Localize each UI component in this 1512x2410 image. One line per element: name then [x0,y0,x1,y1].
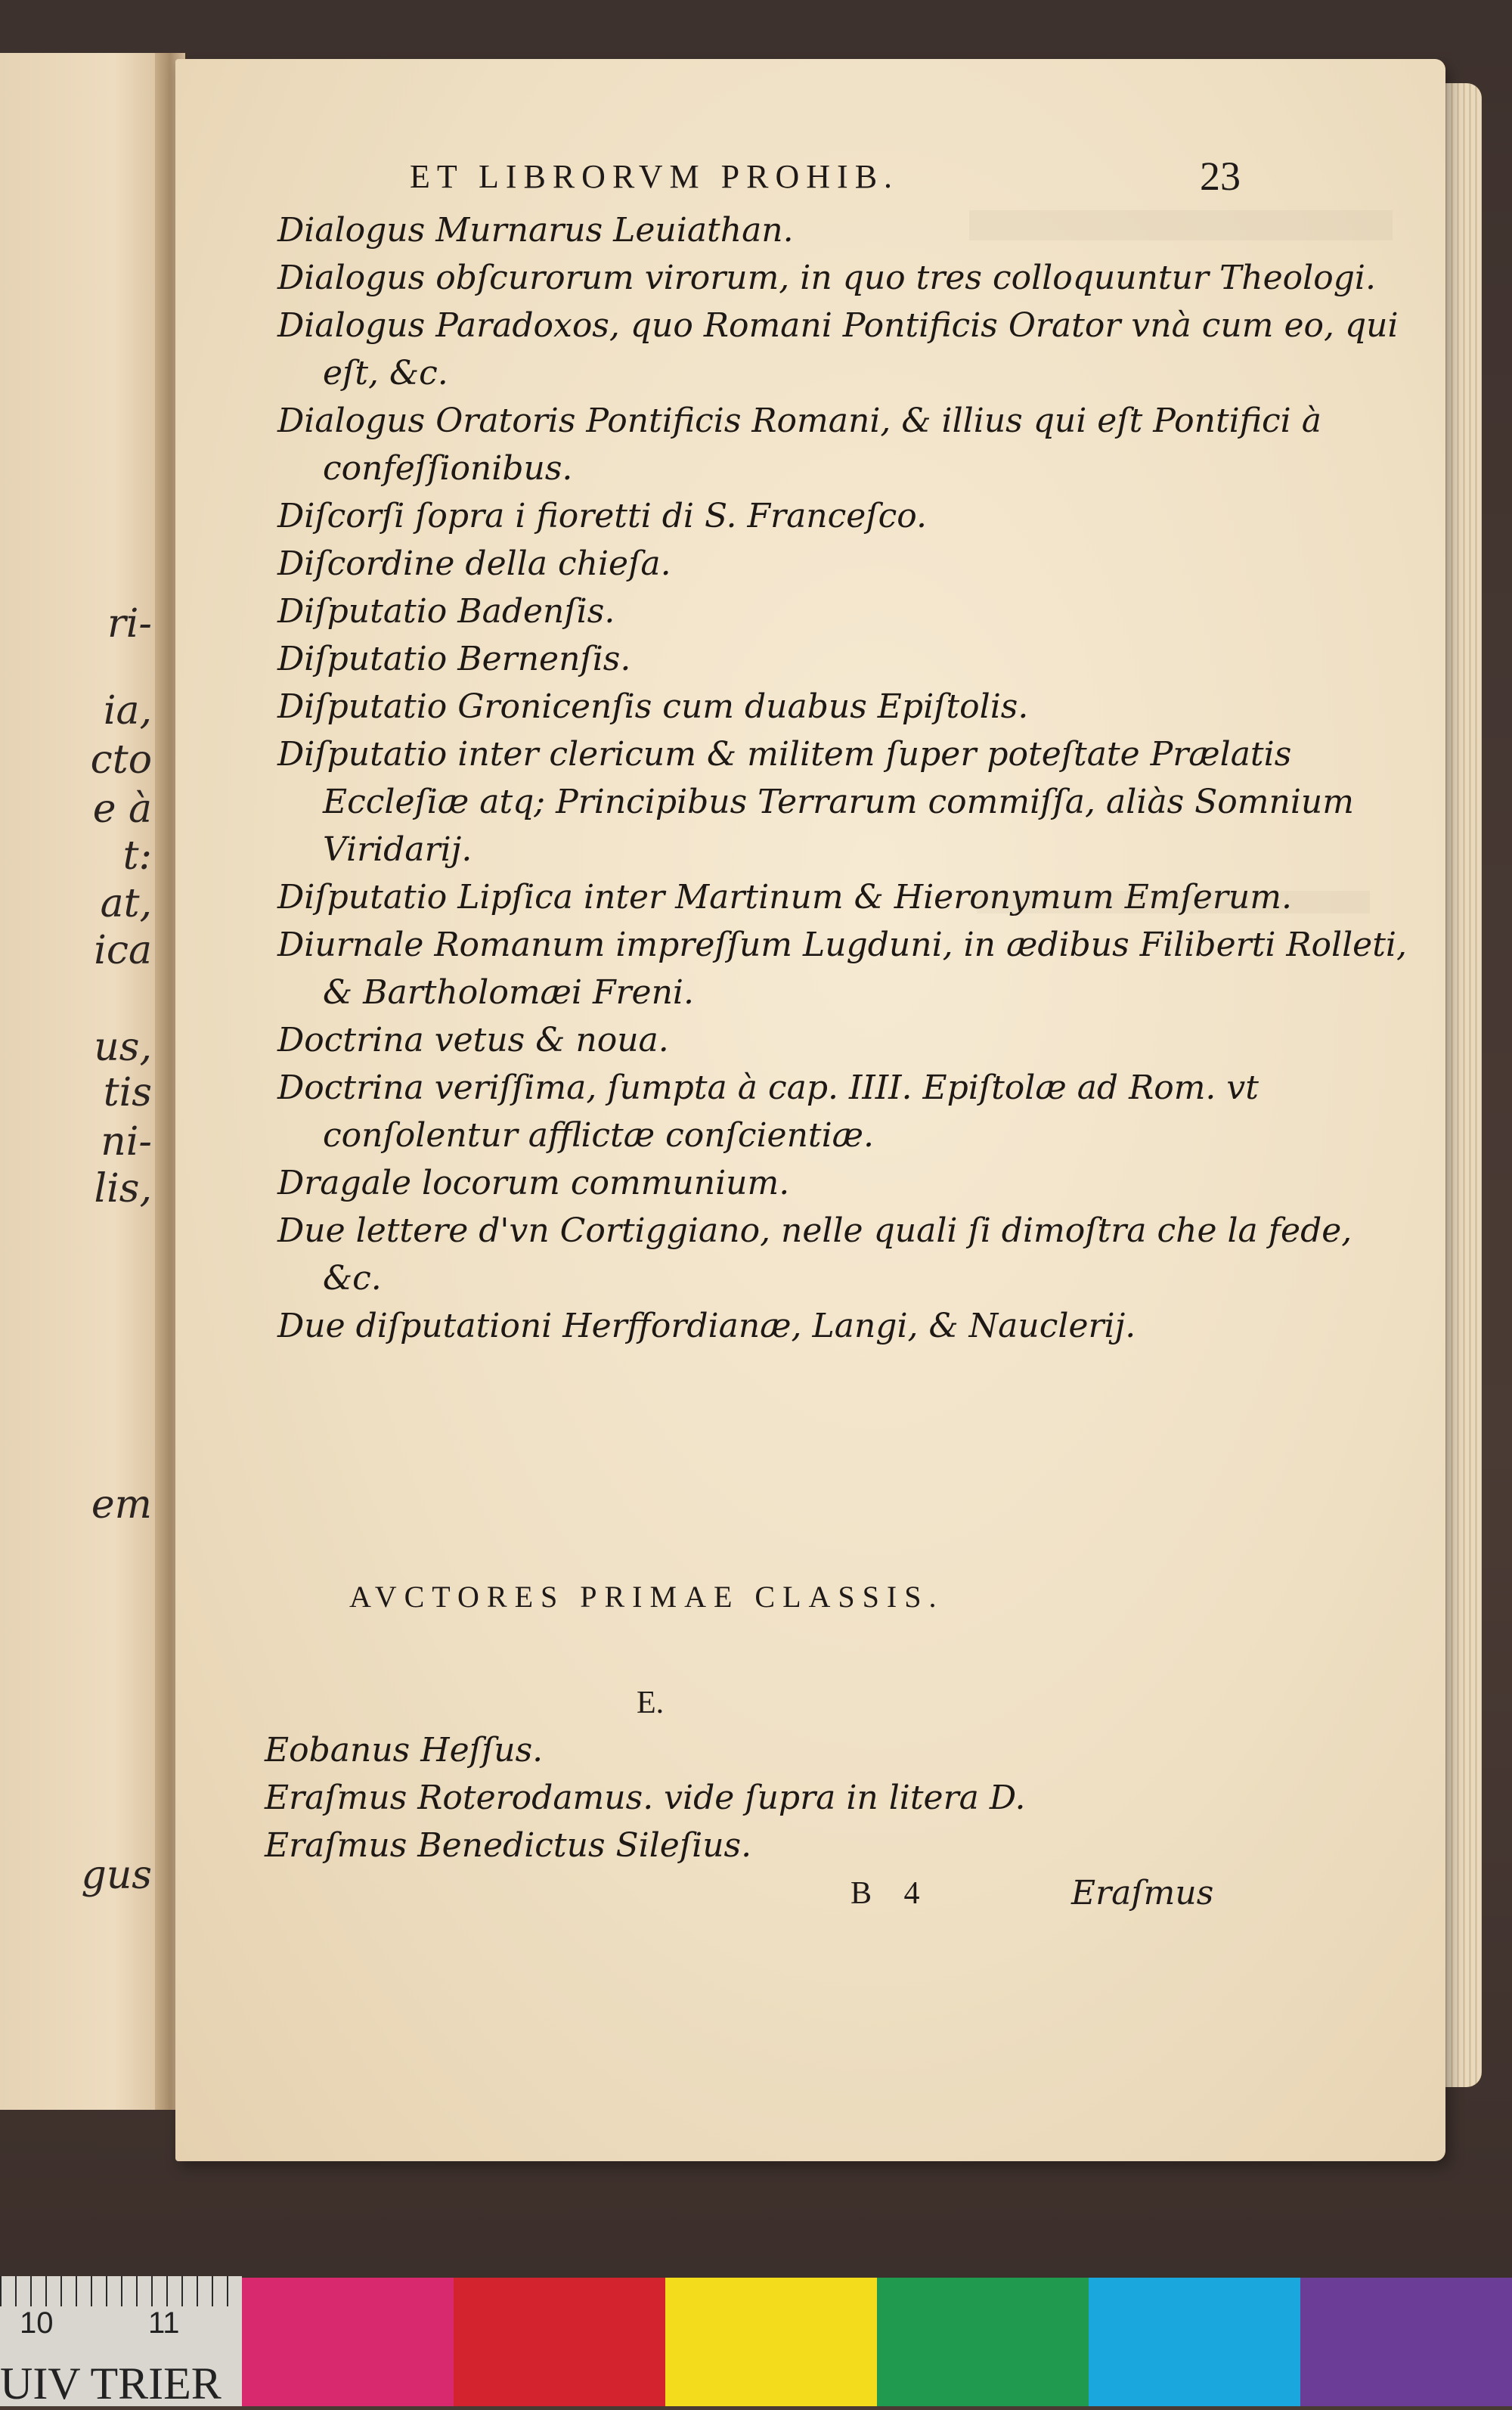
list-item: Dialogus obſcurorum virorum, in quo tres colloquuntur Theologi. [277,259,1376,297]
list-item: Eraſmus Roterodamus. vide ſupra in litera D. [265,1779,1026,1817]
margin-fragment: t: [122,833,152,879]
catchword: Eraſmus [1071,1874,1214,1912]
ruler-ticks [0,2276,242,2306]
list-item: Diurnale Romanum impreſſum Lugduni, in ædibus Filiberti Rolleti, & Bartholomæi Freni. [277,926,1407,1012]
running-head: ET LIBRORVM PROHIB. [410,158,900,195]
margin-fragment: gus [81,1853,152,1898]
page-number: 23 [1200,154,1241,199]
list-item: Dialogus Paradoxos, quo Romani Pontificis Orator vnà cum eo, qui eſt, &c. [277,306,1399,392]
margin-fragment: us, [94,1025,152,1070]
list-item: Due diſputationi Herffordianæ, Langi, & Nauclerij. [277,1307,1136,1345]
ruler-number: 10 [20,2306,54,2340]
list-item: Diſputatio inter clericum & militem ſuper poteſtate Prælatis Eccleſiæ atq; Principibus Terrarum commiſſa, aliàs Somnium Viridarij. [277,735,1354,869]
list-item: Diſcordine della chieſa. [277,544,671,583]
color-swatch [454,2278,665,2406]
verso-page-edge [0,53,163,2110]
section-heading: AVCTORES PRIMAE CLASSIS. [349,1580,944,1614]
margin-fragment: ri- [107,601,152,647]
margin-fragment: cto [90,737,152,783]
color-swatch [1300,2278,1512,2406]
margin-fragment: ia, [103,688,152,734]
margin-fragment: ica [94,928,152,973]
list-item: Diſputatio Gronicenſis cum duabus Epiſtolis. [277,687,1029,726]
color-chart [242,2278,1512,2406]
ruler-number: 11 [148,2306,180,2340]
list-item: Doctrina vetus & noua. [277,1021,669,1059]
color-swatch [877,2278,1089,2406]
list-item: Eobanus Heſſus. [265,1731,544,1770]
color-swatch [242,2278,454,2406]
scale-ruler [0,2276,242,2406]
list-item: Diſcorſi ſopra i fioretti di S. Franceſco. [277,497,927,535]
list-item: Dialogus Murnarus Leuiathan. [277,211,794,250]
list-item: Diſputatio Bernenſis. [277,640,631,678]
margin-fragment: tis [103,1070,152,1115]
list-item: Doctrina veriſſima, ſumpta à cap. IIII. Epiſtolæ ad Rom. vt conſolentur afflictæ conſcientiæ. [277,1069,1259,1155]
entry-list-d [277,206,1411,1350]
list-item: Dialogus Oratoris Pontificis Romani, & illius qui eſt Pontifici à confeſſionibus. [277,402,1321,488]
recto-page [175,59,1445,2161]
list-item: Eraſmus Benedictus Sileſius. [265,1826,752,1865]
letter-heading: E. [637,1686,665,1720]
ruler-label: UIV TRIER [0,2359,222,2408]
margin-fragment: ni- [101,1119,152,1165]
margin-fragment: at, [100,881,152,926]
margin-fragment: e à [92,786,152,832]
entry-list-e [265,1726,1399,1869]
list-item: Due lettere d'vn Cortiggiano, nelle quali ſi dimoſtra che la fede, &c. [277,1211,1352,1298]
margin-fragment: lis, [94,1166,152,1211]
list-item: Dragale locorum communium. [277,1164,790,1202]
list-item: Diſputatio Badenſis. [277,592,615,631]
color-swatch [665,2278,877,2406]
color-swatch [1089,2278,1300,2406]
margin-fragment: em [91,1482,152,1528]
list-item: Diſputatio Lipſica inter Martinum & Hieronymum Emſerum. [277,878,1292,917]
signature-mark: B 4 [850,1876,932,1911]
